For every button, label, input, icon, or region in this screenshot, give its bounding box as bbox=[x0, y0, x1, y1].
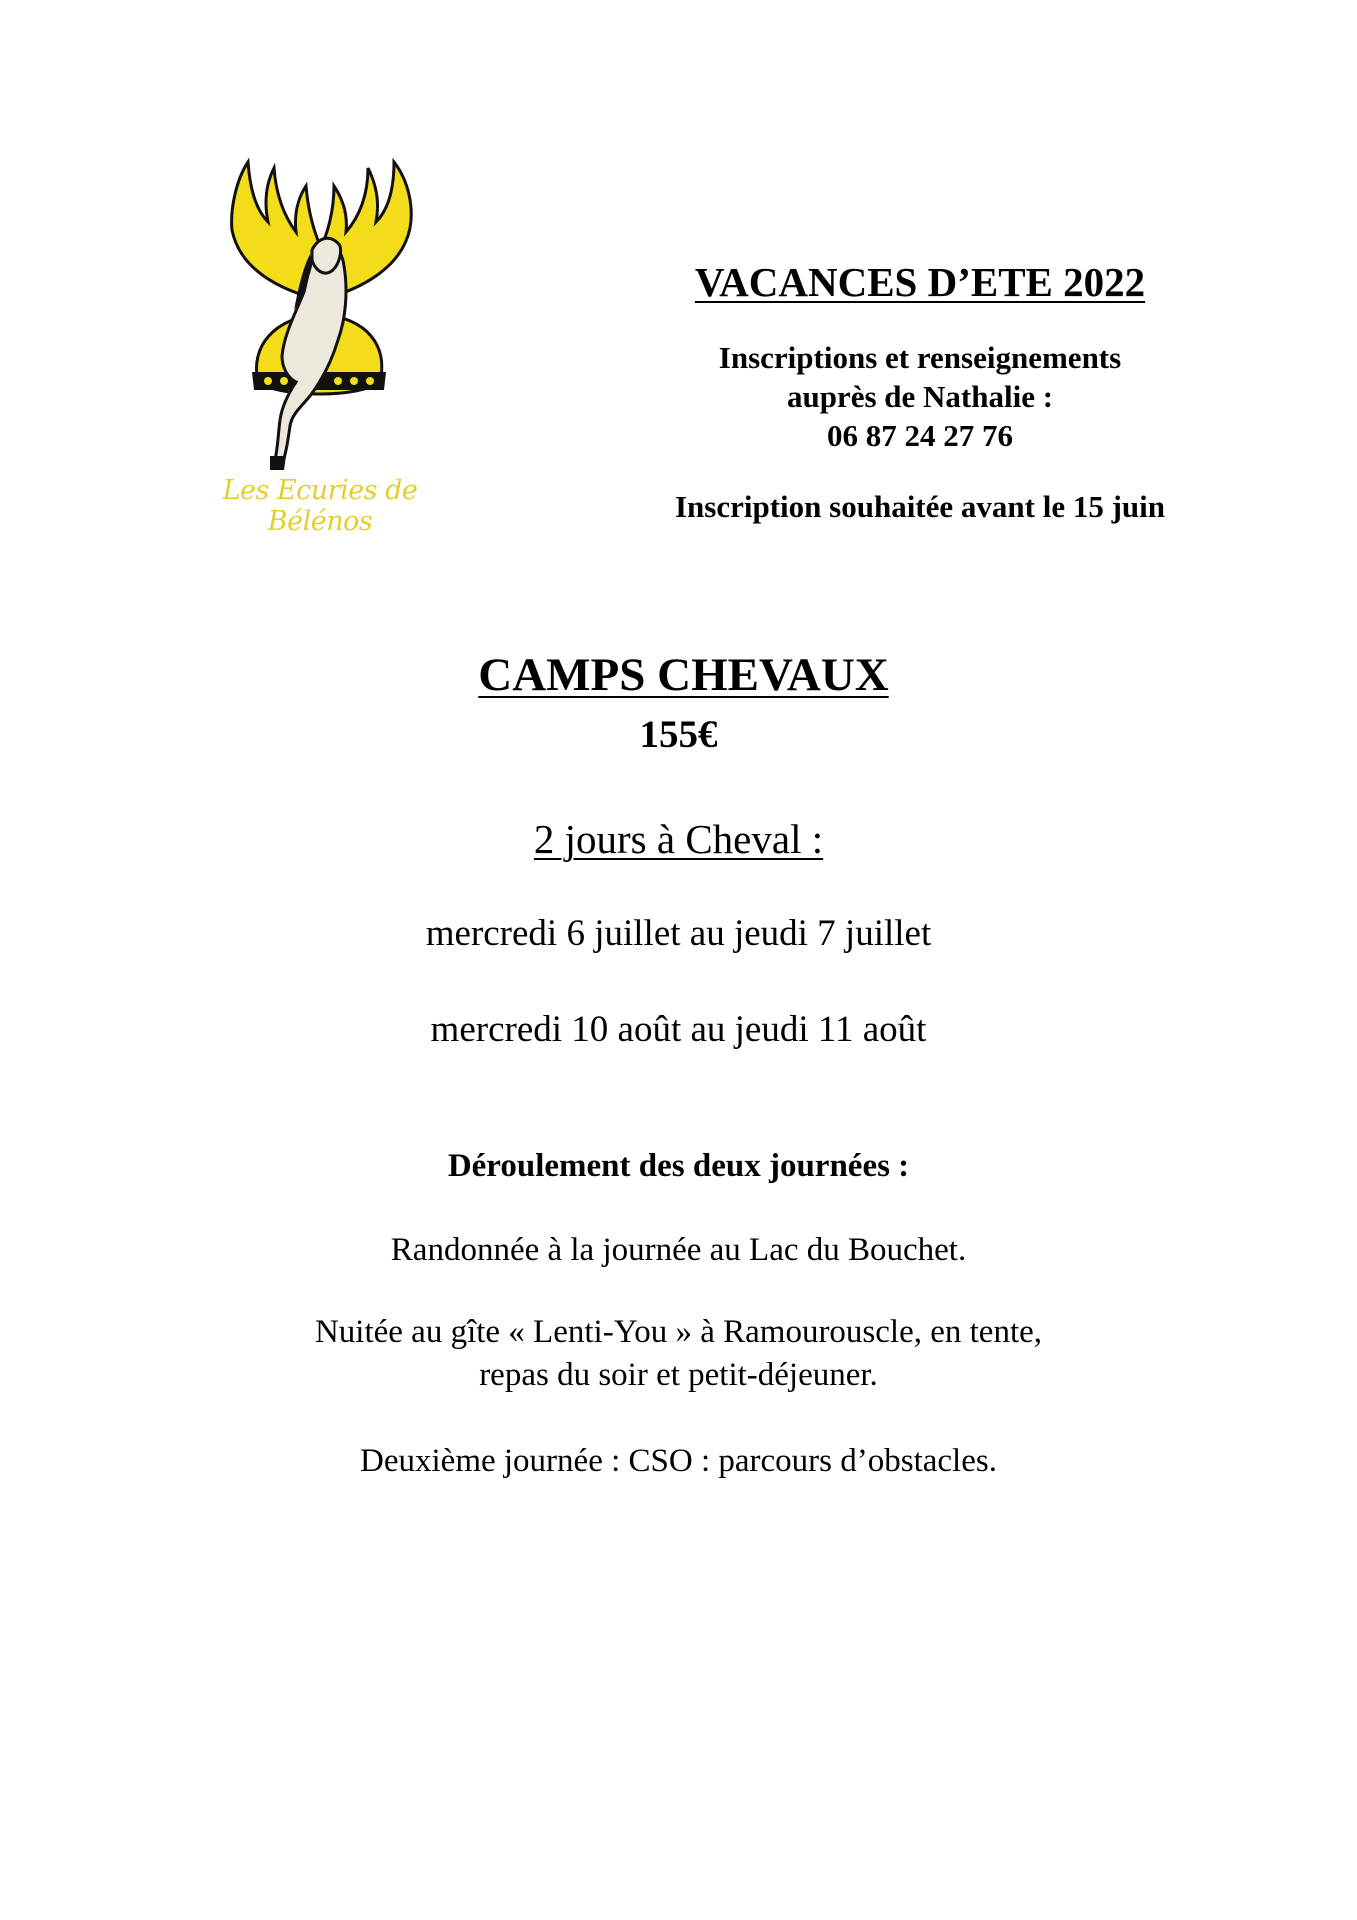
horse-hoof-shape bbox=[270, 456, 286, 470]
camp-title: CAMPS CHEVAUX bbox=[478, 649, 889, 701]
camp-title-row bbox=[0, 648, 1357, 702]
logo bbox=[170, 150, 470, 540]
date-line-1: mercredi 6 juillet au jeudi 7 juillet bbox=[425, 913, 932, 954]
program-night-line-1: Nuitée au gîte « Lenti-You » à Ramourouscle, en tente, bbox=[314, 1314, 1043, 1350]
contact-line-1: Inscriptions et renseignements bbox=[718, 340, 1122, 375]
date-line-2: mercredi 10 août au jeudi 11 août bbox=[430, 1009, 927, 1050]
camp-price-row bbox=[0, 712, 1357, 757]
header-title: VACANCES D’ETE 2022 bbox=[694, 259, 1146, 305]
program-day-2: Deuxième journée : CSO : parcours d’obstacles. bbox=[360, 1443, 997, 1479]
header-block bbox=[600, 252, 1240, 527]
program-day-1: Randonnée à la journée au Lac du Bouchet. bbox=[390, 1232, 967, 1268]
camp-price: 155€ bbox=[639, 713, 718, 756]
winged-horse-icon bbox=[170, 150, 470, 470]
program-title: Déroulement des deux journées : bbox=[447, 1148, 910, 1184]
horse-head-shape bbox=[312, 238, 341, 273]
days-label: 2 jours à Cheval : bbox=[533, 816, 824, 862]
program-night-line-2: repas du soir et petit-déjeuner. bbox=[479, 1357, 878, 1393]
logo-caption: Les Ecuries de Bélénos bbox=[222, 475, 418, 537]
contact-line-2: auprès de Nathalie : bbox=[786, 379, 1054, 414]
phone-number: 06 87 24 27 76 bbox=[827, 418, 1013, 453]
contact-info bbox=[600, 338, 1240, 455]
registration-deadline: Inscription souhaitée avant le 15 juin bbox=[674, 489, 1166, 524]
